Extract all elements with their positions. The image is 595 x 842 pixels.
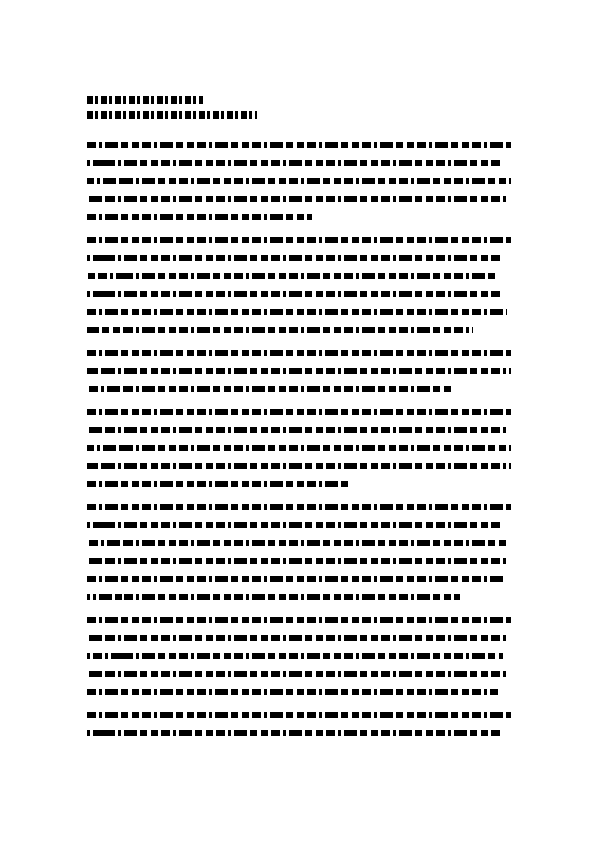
text-line xyxy=(87,463,511,469)
text-line xyxy=(87,178,511,184)
text-line xyxy=(87,540,507,546)
header-line-2 xyxy=(87,111,257,119)
text-line xyxy=(87,712,511,718)
document-header xyxy=(87,96,257,126)
paragraph xyxy=(87,617,511,695)
text-line xyxy=(87,730,503,736)
text-line xyxy=(87,635,507,641)
paragraph xyxy=(87,350,511,392)
paragraph xyxy=(87,409,511,487)
paragraph xyxy=(87,712,511,736)
text-line xyxy=(87,594,460,600)
text-line xyxy=(87,689,498,695)
text-line xyxy=(87,309,507,315)
document-body xyxy=(87,142,511,753)
text-line xyxy=(87,237,511,243)
text-line xyxy=(87,522,503,528)
text-line xyxy=(87,504,511,510)
text-line xyxy=(87,617,511,623)
text-line xyxy=(87,291,503,297)
paragraph xyxy=(87,142,511,220)
text-line xyxy=(87,558,507,564)
text-line xyxy=(87,409,511,415)
text-line xyxy=(87,160,503,166)
paragraph xyxy=(87,504,511,600)
text-line xyxy=(87,196,507,202)
text-line xyxy=(87,386,452,392)
text-line xyxy=(87,327,473,333)
text-line xyxy=(87,255,503,261)
text-line xyxy=(87,368,511,374)
text-line xyxy=(87,142,511,148)
text-line xyxy=(87,481,350,487)
text-line xyxy=(87,214,312,220)
header-line-1 xyxy=(87,96,203,104)
text-line xyxy=(87,350,511,356)
text-line xyxy=(87,653,503,659)
text-line xyxy=(87,671,507,677)
text-line xyxy=(87,427,507,433)
text-line xyxy=(87,273,498,279)
text-line xyxy=(87,576,503,582)
paragraph xyxy=(87,237,511,333)
text-line xyxy=(87,445,511,451)
